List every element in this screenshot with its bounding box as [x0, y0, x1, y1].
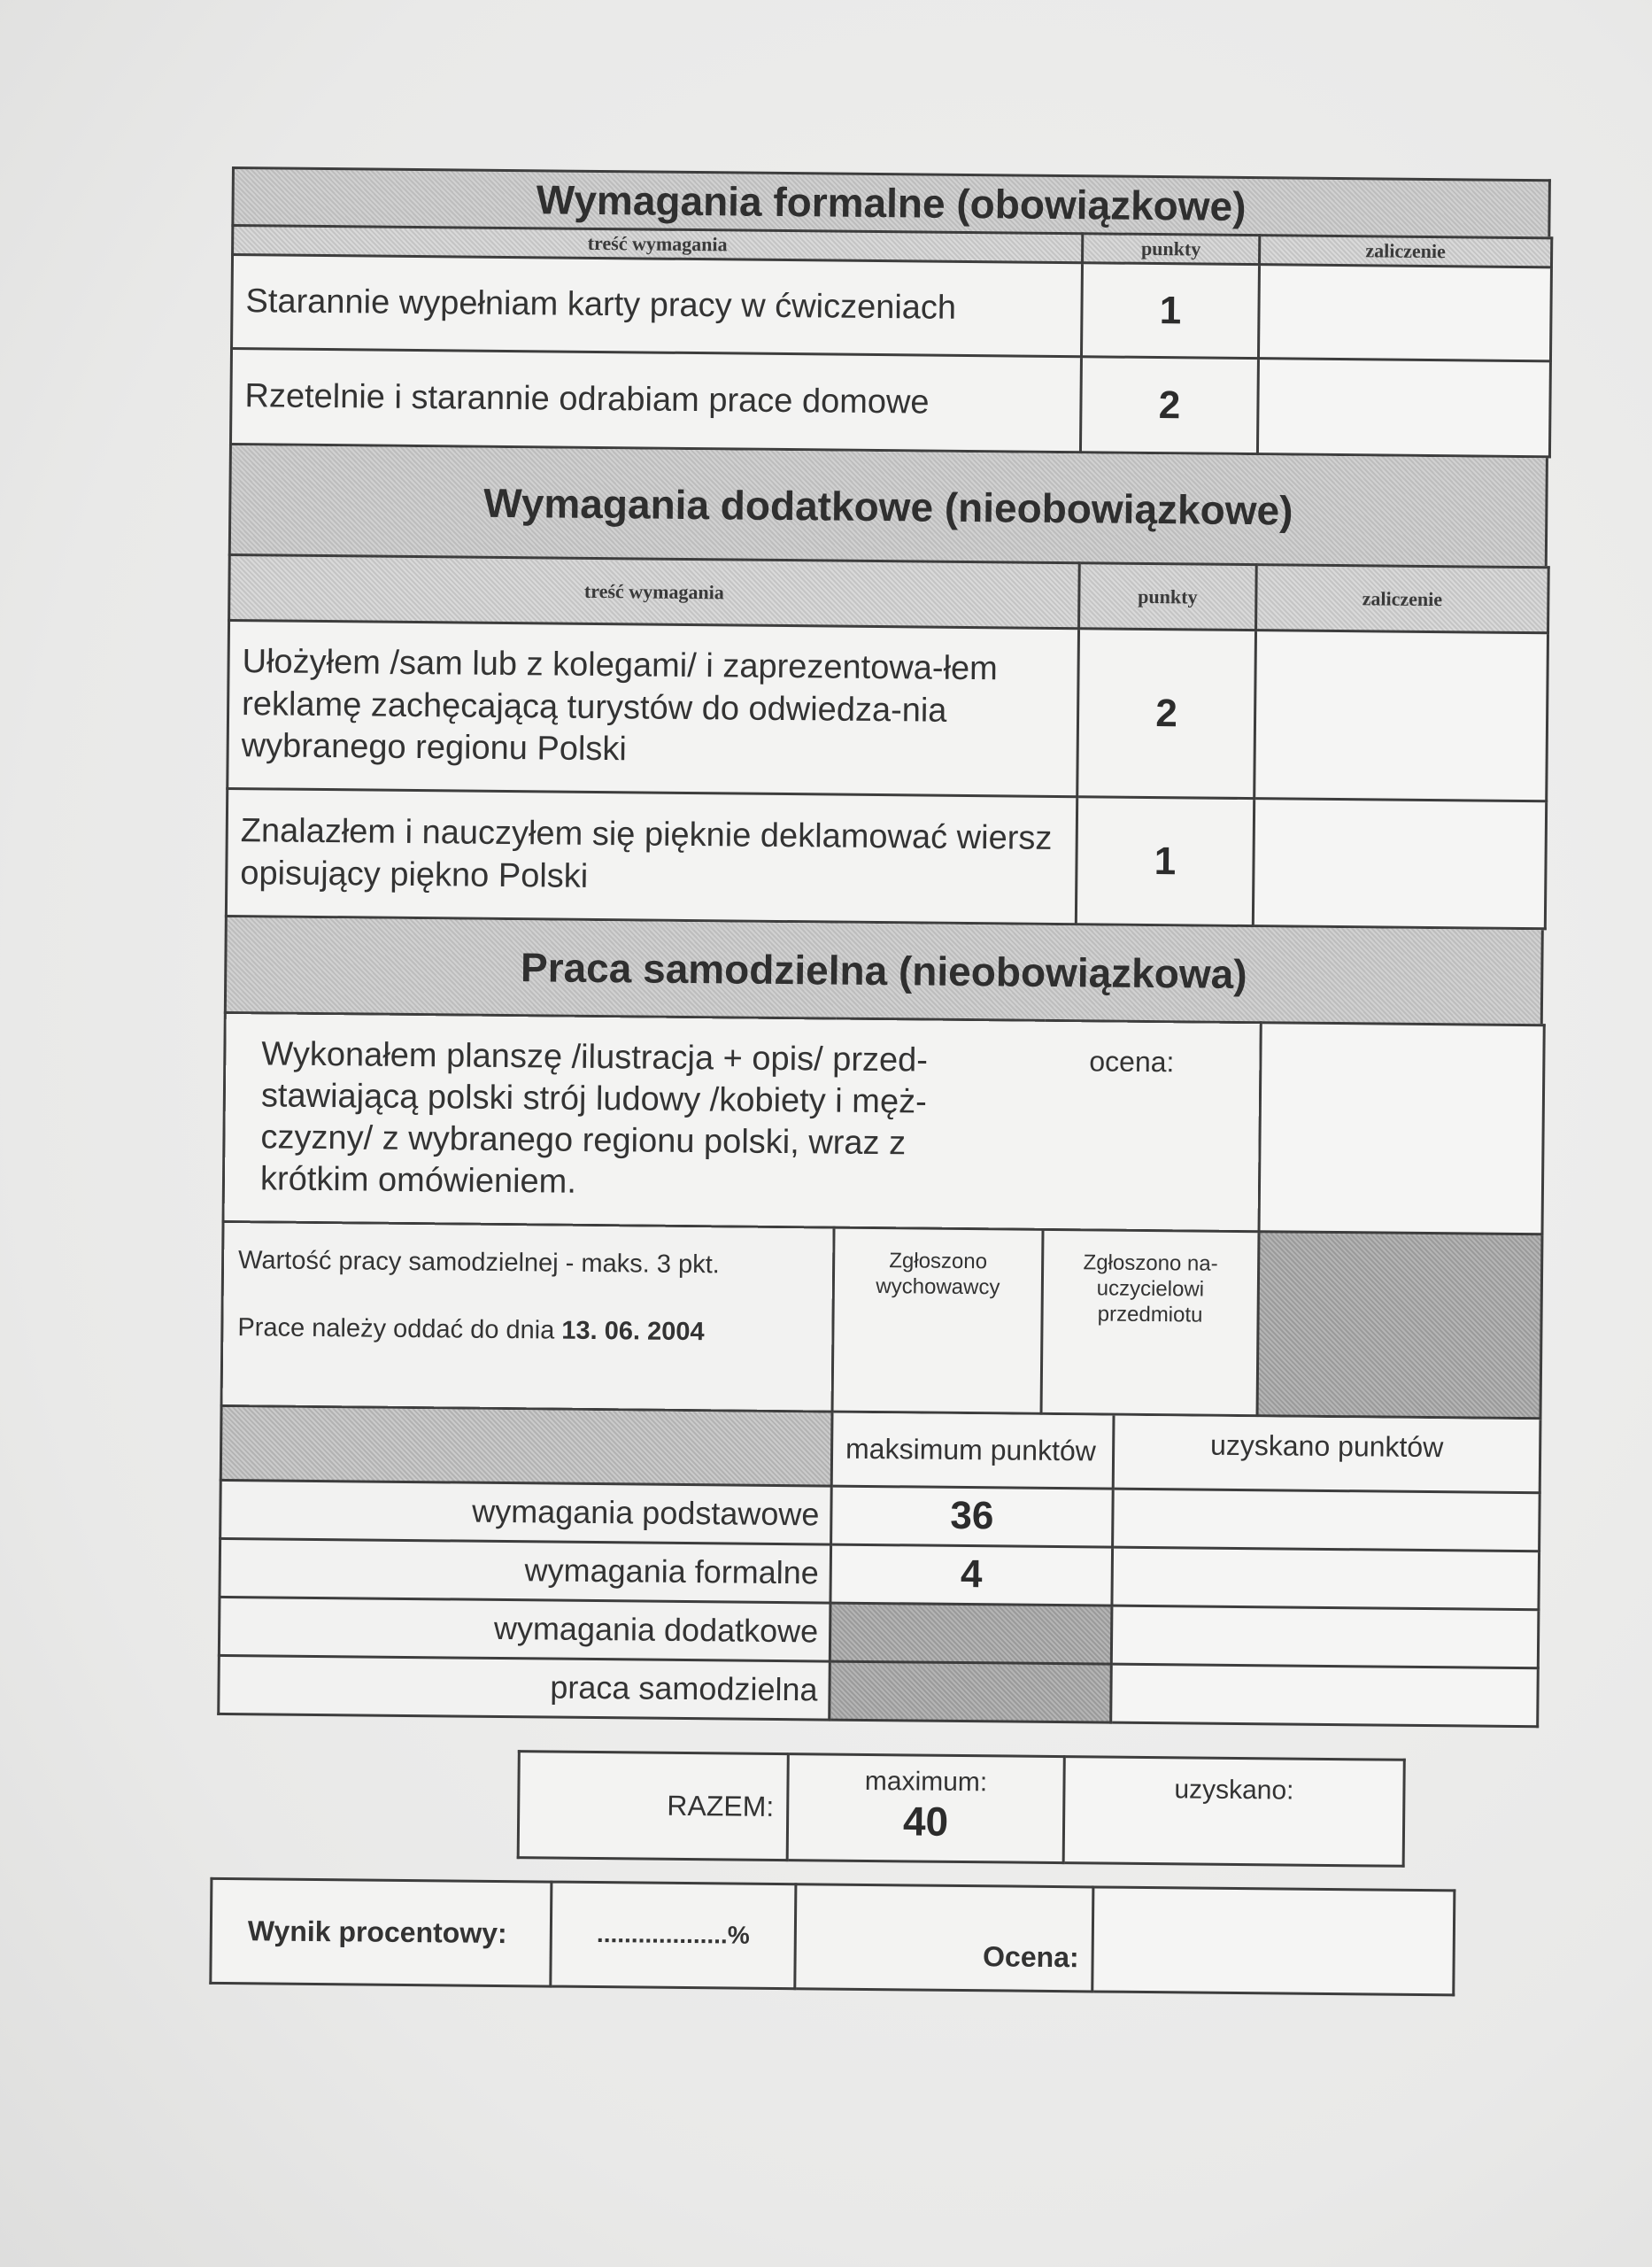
- col-header-text: treść wymagania: [229, 554, 1080, 628]
- grade-field[interactable]: [1092, 1886, 1455, 1994]
- summary-obtained-field[interactable]: [1112, 1547, 1540, 1610]
- additional-header-row: [229, 554, 1549, 632]
- summary-row-max: 36: [831, 1486, 1114, 1547]
- requirement-text: Znalazłem i nauczyłem się pięknie deklamować wiersz opisujący piękno Polski: [226, 788, 1077, 924]
- table-row: [221, 1221, 1542, 1418]
- independent-description-cell: [223, 1012, 1261, 1231]
- percent-label: Wynik procentowy:: [211, 1878, 552, 1986]
- col-header-points: punkty: [1083, 234, 1260, 265]
- total-max-cell: [787, 1753, 1064, 1862]
- requirement-points: 2: [1077, 629, 1256, 799]
- total-table: [517, 1750, 1406, 1868]
- total-obtained-field[interactable]: uzyskano:: [1063, 1756, 1404, 1866]
- summary-table: [217, 1407, 1541, 1728]
- table-row: [228, 620, 1548, 801]
- result-row: [211, 1878, 1455, 1994]
- col-header-pass: zaliczenie: [1259, 236, 1551, 267]
- table-row: [230, 349, 1550, 457]
- summary-col-max: maksimum punktów: [831, 1413, 1114, 1489]
- requirement-points: 1: [1081, 263, 1259, 359]
- summary-row-label: wymagania formalne: [220, 1538, 831, 1603]
- pass-field[interactable]: [1257, 359, 1550, 457]
- col-header-pass: zaliczenie: [1256, 565, 1549, 633]
- independent-description: Wykonałem planszę /ilustracja + opis/ przed-stawiającą polski strój ludowy /kobiety i męż-czyzny/ z wybranego regionu polski, wraz z krótkim omówieniem.: [259, 1035, 929, 1202]
- deadline-prefix: Prace należy oddać do dnia: [237, 1313, 555, 1345]
- summary-obtained-field[interactable]: [1113, 1489, 1540, 1551]
- independent-info-cell: [221, 1221, 834, 1412]
- requirement-points: 2: [1080, 357, 1258, 454]
- summary-row-label: wymagania dodatkowe: [219, 1597, 830, 1661]
- summary-row-max-shaded: [830, 1661, 1112, 1722]
- reported-teacher-label: Zgłoszono na-uczycielowi przedmiotu: [1083, 1250, 1218, 1327]
- total-row: [518, 1751, 1404, 1866]
- summary-row-label: praca samodzielna: [219, 1655, 830, 1720]
- independent-grade-field[interactable]: [1259, 1023, 1544, 1234]
- additional-title-text: Wymagania dodatkowe (nieobowiązkowe): [483, 479, 1293, 534]
- shaded-cell: [1257, 1232, 1542, 1419]
- summary-obtained-field[interactable]: [1111, 1605, 1539, 1668]
- independent-grade-label: ocena:: [1089, 1045, 1175, 1079]
- formal-title-text: Wymagania formalne (obowiązkowe): [536, 176, 1247, 229]
- formal-table: [229, 224, 1553, 458]
- shaded-cell: [220, 1407, 832, 1486]
- summary-row-max-shaded: [830, 1603, 1112, 1664]
- requirement-text: Rzetelnie i starannie odrabiam prace domowe: [230, 349, 1081, 453]
- col-header-points: punkty: [1079, 563, 1257, 631]
- reported-tutor-label: Zgłoszono wychowawcy: [876, 1249, 1000, 1300]
- reported-teacher-cell: [1041, 1229, 1259, 1415]
- total-max-value: 40: [902, 1797, 949, 1845]
- additional-section-title: [228, 445, 1548, 566]
- requirement-points: 1: [1076, 797, 1254, 926]
- col-header-text: treść wymagania: [233, 226, 1083, 263]
- pass-field[interactable]: [1254, 631, 1548, 801]
- table-row: [223, 1012, 1544, 1234]
- independent-value-note: Wartość pracy samodzielnej - maks. 3 pkt.: [237, 1246, 720, 1280]
- table-row: [219, 1655, 1539, 1726]
- table-row: [226, 788, 1546, 928]
- summary-row-label: wymagania podstawowe: [220, 1480, 832, 1544]
- pass-field[interactable]: [1253, 799, 1546, 929]
- percent-field[interactable]: ...................%: [551, 1882, 796, 1989]
- total-label: RAZEM:: [518, 1751, 788, 1860]
- grade-label: Ocena:: [795, 1884, 1093, 1991]
- independent-table: [220, 1011, 1546, 1420]
- summary-obtained-field[interactable]: [1111, 1664, 1539, 1727]
- total-max-label: maximum:: [864, 1766, 988, 1797]
- requirement-text: Ułożyłem /sam lub z kolegami/ i zaprezentowa-łem reklamę zachęcającą turystów do odwiedza-nia wybranego regionu Polski: [228, 620, 1079, 796]
- summary-col-obtained: uzyskano punktów: [1113, 1416, 1540, 1493]
- assessment-form: [214, 166, 1551, 1997]
- additional-table: [225, 553, 1550, 930]
- summary-header-row: [220, 1407, 1540, 1492]
- result-table: [209, 1876, 1455, 1996]
- independent-deadline: [237, 1313, 705, 1347]
- independent-title-text: Praca samodzielna (nieobowiązkowa): [520, 944, 1247, 998]
- independent-section-title: [224, 917, 1544, 1024]
- pass-field[interactable]: [1258, 265, 1551, 361]
- summary-row-max: 4: [830, 1544, 1113, 1605]
- requirement-text: Starannie wypełniam karty pracy w ćwiczeniach: [232, 255, 1083, 357]
- deadline-date: 13. 06. 2004: [561, 1316, 705, 1347]
- table-row: [232, 255, 1552, 361]
- reported-tutor-cell: [832, 1227, 1043, 1413]
